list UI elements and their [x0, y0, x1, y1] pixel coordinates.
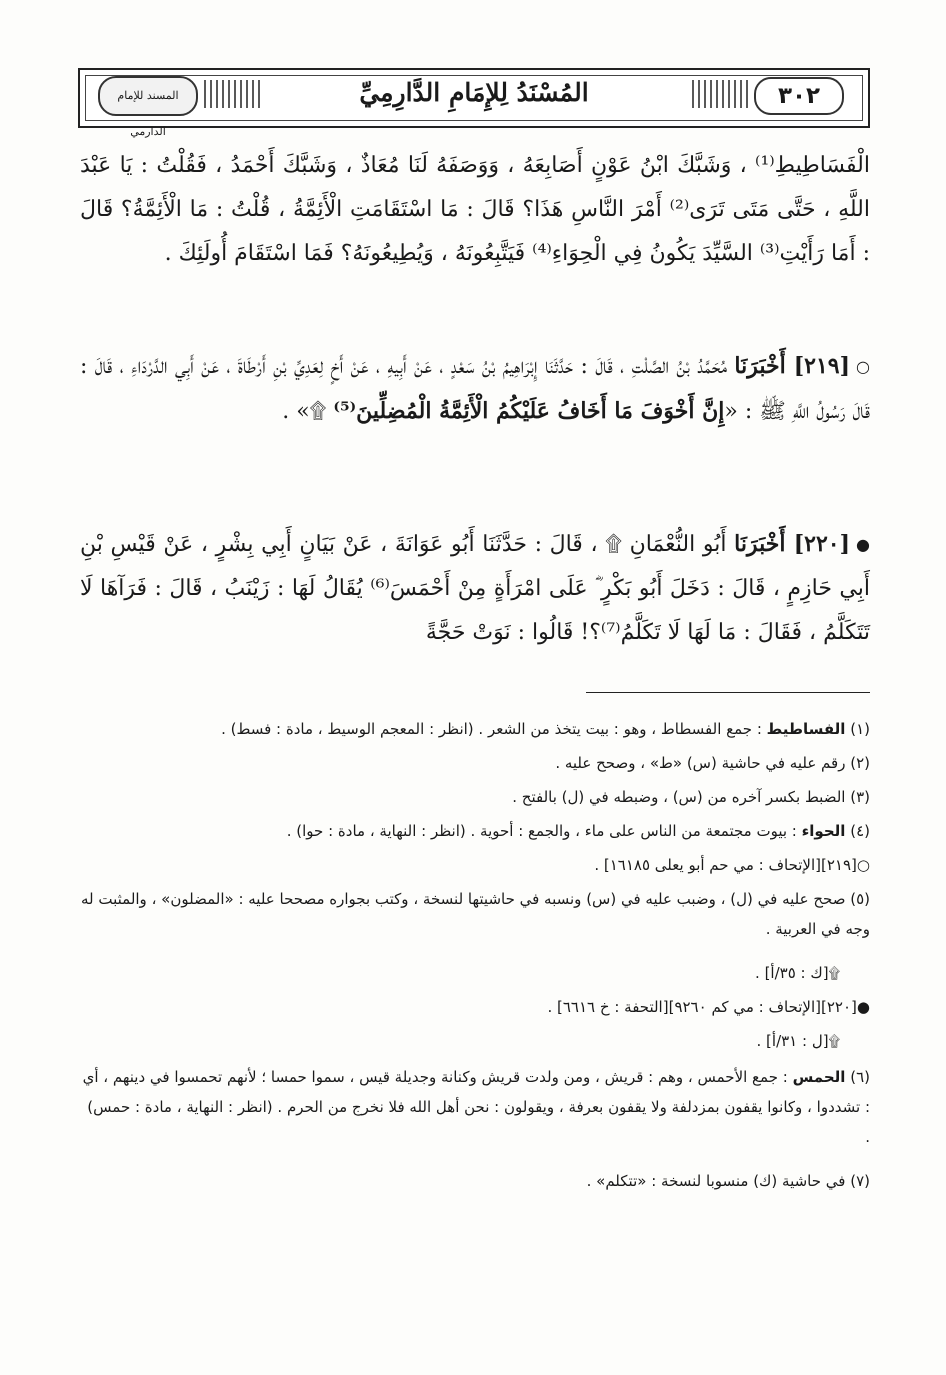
reference-text: ۩[ل : ٣١/أ] . — [756, 1032, 840, 1050]
footnote-text: : جمع الأحمس ، وهم : قريش ، ومن ولدت قريش وكنانة وجديلة قيس ، سموا حمسا ؛ لأنهم تحمسوا في دينهم ، أي : تشددوا ، وكانوا يقفون بمزدلفة ولا يقفون بعرفة ، ويقولون : نحن أهل الله فلا نخرج من الحرم . (انظر : النهاية ، مادة : حمس) . — [82, 1068, 870, 1146]
footnote-1 — [80, 714, 870, 744]
footnote-term: الحواء — [801, 822, 846, 840]
filled-circle-marker: ● — [856, 535, 870, 554]
reference-220 — [80, 992, 870, 1022]
footnote-term: الفساطيط — [766, 720, 846, 738]
manuscript-ref-l31 — [80, 1026, 840, 1056]
footnote-number: (١) — [850, 720, 870, 738]
book-seal-logo: المسند للإمام الدارمي — [98, 76, 198, 116]
footnote-3 — [80, 782, 870, 812]
footnote-text: (٥) صحح عليه في (ل) ، وضبب عليه في (س) ونسبه في حاشيتها لنسخة ، وكتب بجواره مصححا عليه : «المضلون» ، والمثبت له وجه في العربية . — [80, 890, 870, 938]
hadith-219 — [80, 344, 870, 434]
hadith-chain: مُحَمَّدُ بْنُ الصَّلْتِ ، قَالَ : حَدَّثَنَا إِبْرَاهِيمُ بْنُ سَعْدٍ ، عَنْ أَبِيهِ ، عَنْ أَخٍ لِعَدِيِّ بْنِ أَرْطَاةَ ، عَنْ أَبِي الدَّرْدَاءِ ، قَالَ : قَالَ رَسُولُ اللَّهِ ﷺ : « — [80, 354, 870, 424]
footnote-6 — [80, 1062, 870, 1152]
reference-text: ●[٢٢٠][الإتحاف : مي كم ٩٢٦٠][التحفة : خ ٦٦١٦] . — [547, 998, 870, 1016]
hadith-quote: إِنَّ أَخْوَفَ مَا أَخَافُ عَلَيْكُمُ الْأَئِمَّةُ الْمُضِلِّينَ⁽⁵⁾ — [333, 398, 725, 424]
footnote-text: : بيوت مجتمعة من الناس على ماء ، والجمع : أحوية . (انظر : النهاية ، مادة : حوا) . — [286, 822, 802, 840]
footnote-5 — [80, 884, 870, 944]
reference-text: ○[٢١٩][الإتحاف : مي حم أبو يعلى ١٦١٨٥] . — [594, 856, 870, 874]
hollow-circle-marker: ○ — [856, 357, 870, 376]
footnote-number: (٦) — [850, 1068, 870, 1086]
footnote-2 — [80, 748, 870, 778]
footnote-term: الحمس — [792, 1068, 846, 1086]
footnote-divider — [586, 692, 870, 693]
hadith-number-lead: [٢٢٠] أَخْبَرَنَا — [734, 531, 851, 557]
page-header — [78, 68, 870, 138]
hadith-220 — [80, 522, 870, 655]
footnote-7 — [80, 1166, 870, 1196]
paragraph-continuation — [80, 144, 870, 276]
page-title: المُسْنَدُ لِلإِمَامِ الدَّارِمِيِّ — [359, 78, 589, 107]
footnote-4 — [80, 816, 870, 846]
footnote-number: (٤) — [850, 822, 870, 840]
reference-text: ۩[ك : ٣٥/أ] . — [755, 964, 840, 982]
footnote-text: (٣) الضبط بكسر آخره من (س) ، وضبطه في (ل) بالفتح . — [512, 788, 870, 806]
hadith-number-lead: [٢١٩] أَخْبَرَنَا — [734, 353, 851, 379]
hadith-end: ۩» . — [282, 399, 334, 424]
page-number: ٣٠٢ — [754, 77, 844, 115]
footnote-text: (٢) رقم عليه في حاشية (س) «ط» ، وصحح عليه . — [555, 754, 870, 772]
reference-219 — [80, 850, 870, 880]
hadith-chain: أَبُو النُّعْمَانِ ۩ ، قَالَ : حَدَّثَنَا أَبُو عَوَانَةَ ، عَنْ بَيَانٍ أَبِي بِشْرٍ ، عَنْ قَيْسِ بْنِ أَبِي حَازِمٍ ، قَالَ : دَخَلَ أَبُو بَكْرٍ ؓ عَلَى امْرَأَةٍ مِنْ أَحْمَسَ⁽⁶⁾ يُقَالُ لَهَا : زَيْنَبُ ، قَالَ : فَرَآهَا لَا تَتَكَلَّمُ ، فَقَالَ : مَا لَهَا لَا تَكَلَّمُ⁽⁷⁾؟! قَالُوا : نَوَتْ حَجَّةً — [80, 532, 870, 645]
footnote-text: : جمع الفسطاط ، وهو : بيت يتخذ من الشعر . (انظر : المعجم الوسيط ، مادة : فسط) . — [221, 720, 767, 738]
paragraph-text: الْفَسَاطِيطِ⁽¹⁾ ، وَشَبَّكَ ابْنُ عَوْنٍ أَصَابِعَهُ ، وَوَصَفَهُ لَنَا مُعَاذٌ ، وَشَبَّكَ أَحْمَدُ ، فَقُلْتُ : يَا عَبْدَ اللَّهِ ، حَتَّى مَتَى تَرَى⁽²⁾ أَمْرَ النَّاسِ هَذَا؟ قَالَ : مَا اسْتَقَامَتِ الْأَئِمَّةُ ، قُلْتُ : مَا الْأَئِمَّةُ؟ قَالَ : أَمَا رَأَيْتِ⁽³⁾ السَّيِّدَ يَكُونُ فِي الْحِوَاءِ⁽⁴⁾ فَيَتَّبِعُونَهُ ، وَيُطِيعُونَهُ؟ فَمَا اسْتَقَامَ أُولَئِكَ . — [80, 153, 871, 266]
ornament-right — [692, 80, 748, 108]
manuscript-ref-k35 — [80, 958, 840, 988]
footnote-text: (٧) في حاشية (ك) منسوبا لنسخة : «تتكلم» . — [586, 1172, 870, 1190]
